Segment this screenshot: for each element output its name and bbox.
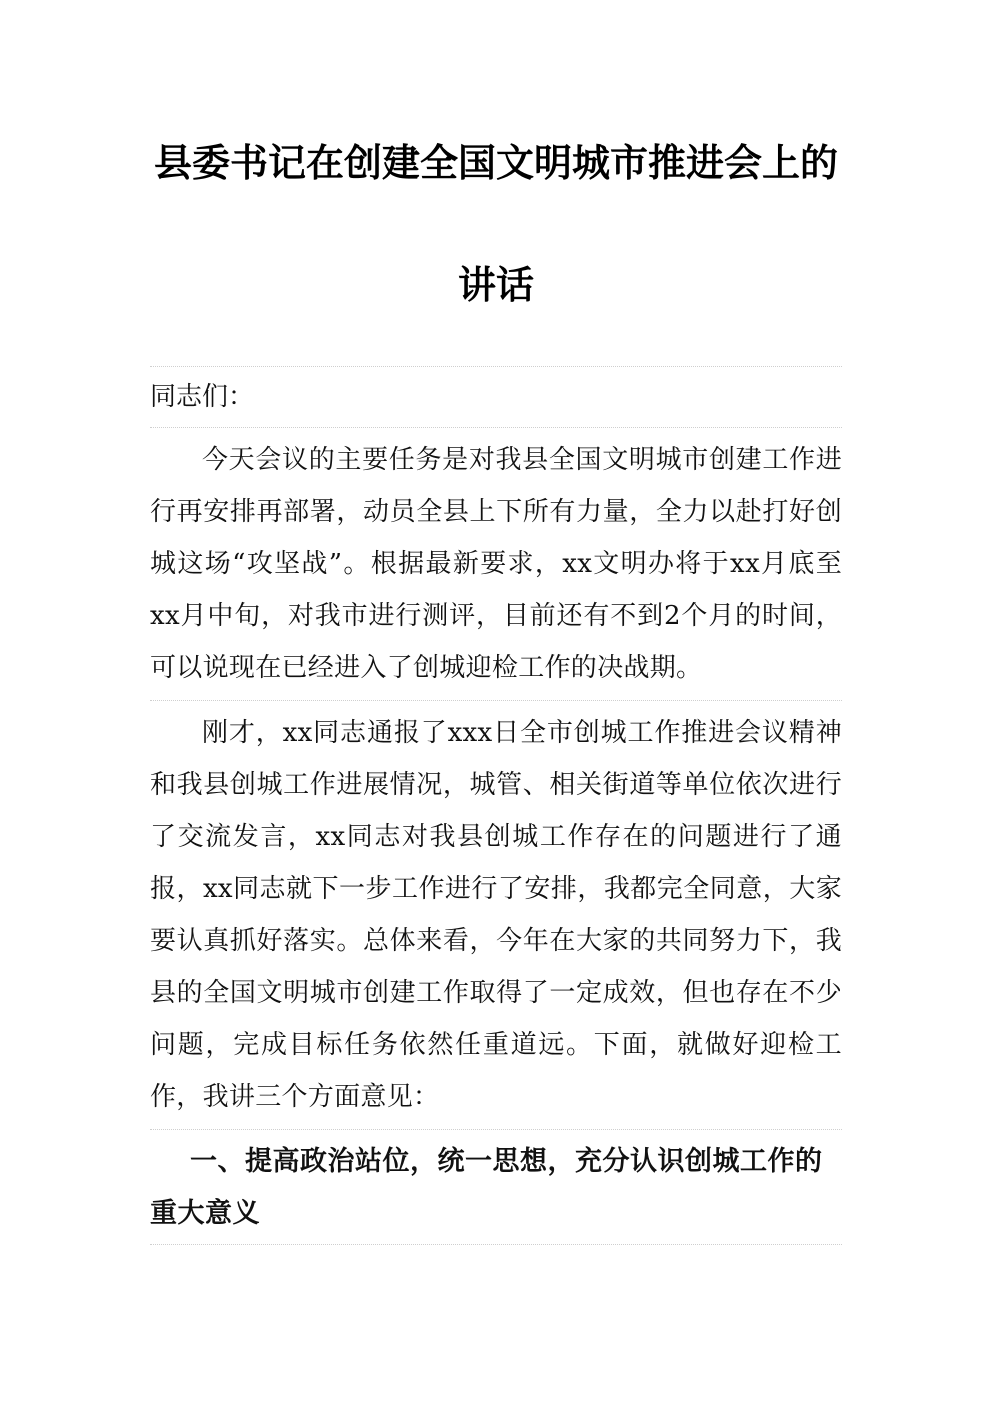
document-title-line-2: 讲话 (457, 262, 534, 307)
document-title-line-1: 县委书记在创建全国文明城市推进会上的 (153, 140, 838, 185)
paragraph-1: 今天会议的主要任务是对我县全国文明城市创建工作进行再安排再部署，动员全县上下所有力量，全力以赴打好创城这场“攻坚战”。根据最新要求，xx文明办将于xx月底至xx月中旬，对我市进行测评，目前还有不到2个月的时间，可以说现在已经进入了创城迎检工作的决战期。 (150, 445, 842, 683)
divider (150, 1244, 842, 1245)
paragraph-2: 刚才，xx同志通报了xxx日全市创城工作推进会议精神和我县创城工作进展情况，城管、相关街道等单位依次进行了交流发言，xx同志对我县创城工作存在的问题进行了通报，xx同志就下一步工作进行了安排，我都完全同意，大家要认真抓好落实。总体来看，今年在大家的共同努力下，我县的全国文明城市创建工作取得了一定成效，但也存在不少问题，完成目标任务依然任重道远。下面，就做好迎检工作，我讲三个方面意见： (150, 718, 842, 1112)
document-body (150, 366, 842, 1245)
salutation: 同志们： (150, 382, 255, 412)
section-heading-1: 一、提高政治站位，统一思想，充分认识创城工作的重大意义 (150, 1146, 823, 1229)
